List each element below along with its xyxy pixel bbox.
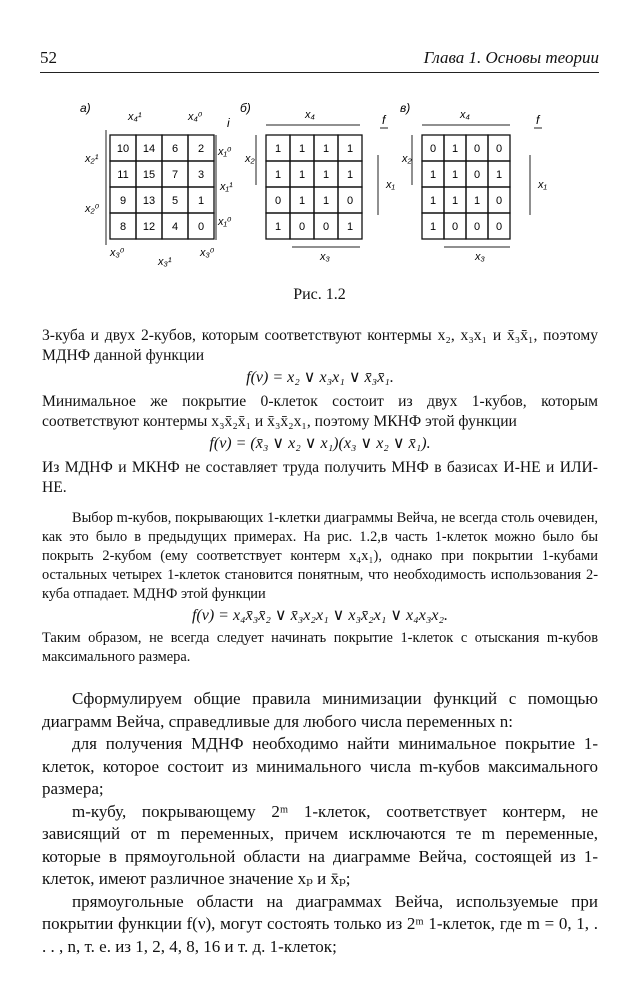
diagram-b-f-label: f <box>382 113 386 127</box>
diagram-b-cell-value: 0 <box>346 195 354 207</box>
diagram-a-f-label: i <box>227 116 230 130</box>
text-block-2 <box>42 509 598 667</box>
equation-3: f(ν) = x₄x̄₃x̄₂ ∨ x̄₃x₂x₁ ∨ x₃x̄₂x₁ ∨ x₄x₃x₂. <box>191 607 449 624</box>
diagram-a-right-label-1: x₁⁰ <box>218 146 232 158</box>
diagram-c-cell-value: 1 <box>429 221 437 233</box>
diagram-a-cell-value: 0 <box>197 221 205 233</box>
diagram-a-cell-value: 13 <box>142 195 156 207</box>
diagram-b-cell-value: 1 <box>298 195 306 207</box>
diagram-a-cell-value: 7 <box>171 169 179 181</box>
paragraph-1: 3-куба и двух 2-кубов, которым соответствуют контермы x₂, x₃x₁ и x̄₃x̄₁, поэтому МДНФ данной функции <box>42 327 598 364</box>
diagram-a-cell-value: 14 <box>142 143 156 155</box>
diagram-b-cell-value: 1 <box>274 169 282 181</box>
diagram-c-cell-value: 0 <box>429 143 437 155</box>
diagram-c-bottom-label: x₃ <box>475 251 485 263</box>
diagram-a-top-label-1: x₄¹ <box>128 111 142 123</box>
diagram-b-cell-value: 1 <box>322 195 330 207</box>
diagram-a-cell-value: 6 <box>171 143 179 155</box>
diagram-b-cell-value: 1 <box>346 143 354 155</box>
diagram-c-cell-value: 0 <box>473 143 481 155</box>
diagram-a-cell-value: 11 <box>117 169 129 181</box>
diagram-a-label: а) <box>80 101 91 115</box>
paragraph-4: Выбор m-кубов, покрывающих 1-клетки диаграммы Вейча, не всегда столь очевиден, как это было в предыдущих примерах. На рис. 1.2,в часть 1-клеток можно было бы покрыть 2-кубом (ему соответствует контерм x₄x₁), однако при покрытии 1-кубами остальных четырех 1-клеток становится понятным, что необходимость использования 2-куба отпадает. МДНФ этой функции <box>42 510 598 602</box>
diagram-b-cell-value: 1 <box>322 143 330 155</box>
diagram-c-cell-value: 0 <box>495 143 503 155</box>
diagram-b-left-label: x₂ <box>245 153 255 165</box>
diagram-a-cell-value: 12 <box>142 221 156 233</box>
figure-caption: Рис. 1.2 <box>293 286 346 303</box>
diagram-a-cell-value: 9 <box>119 195 127 207</box>
diagram-a-cell-value: 2 <box>197 143 205 155</box>
diagram-a-bottom-label-1: x₃⁰ <box>110 247 125 259</box>
diagram-b-cell-value: 1 <box>322 169 330 181</box>
diagram-a-cell-value: 4 <box>171 221 179 233</box>
diagram-a-left-label-1: x₂¹ <box>85 153 99 165</box>
diagram-b-top-label: x₄ <box>305 109 315 121</box>
diagram-b-cell-value: 0 <box>274 195 282 207</box>
diagram-c-left-label: x₂ <box>402 153 412 165</box>
paragraph-2: Минимальное же покрытие 0-клеток состоит из двух 1-кубов, которым соответствуют контермы x₃x̄₂x̄₁ и x̄₃x̄₂x₁, поэтому МКНФ этой функции <box>42 393 598 430</box>
page-header <box>40 46 599 73</box>
equation-2: f(ν) = (x̄₃ ∨ x₂ ∨ x₁)(x₃ ∨ x₂ ∨ x̄₁). <box>209 435 431 452</box>
diagram-c-cell-value: 0 <box>495 195 503 207</box>
diagram-c-cell-value: 1 <box>429 169 437 181</box>
diagram-b-right-label: x₁ <box>386 179 395 191</box>
diagram-c-cell-value: 1 <box>495 169 503 181</box>
text-block-3 <box>42 688 598 958</box>
diagram-b-cell-value: 1 <box>298 143 306 155</box>
diagram-a-bottom-label-2: x₃¹ <box>158 256 172 268</box>
diagram-a-cell-value: 8 <box>119 221 127 233</box>
paragraph-8: m-кубу, покрывающему 2ᵐ 1-клеток, соответствует контерм, не зависящий от m переменных, причем исключаются те m переменные, которые в прямоугольной области на диаграмме Вейча, состоящей из 1-клеток, имеют различное значение xₚ и x̄ₚ; <box>42 801 598 888</box>
diagram-b-cell-value: 1 <box>346 169 354 181</box>
page-number: 52 <box>40 48 57 67</box>
diagram-c-cell-value: 0 <box>473 169 481 181</box>
diagram-c-top-label: x₄ <box>460 109 470 121</box>
diagram-a-left-label-2: x₂⁰ <box>85 203 100 215</box>
diagram-c-label: в) <box>400 101 411 115</box>
diagram-a-cell-value: 3 <box>197 169 205 181</box>
paragraph-9: прямоугольные области на диаграммах Вейча, используемые при покрытии функции f(ν), могут состоять только из 2ᵐ 1-клеток, где m = 0, 1, . . . , n, т. е. из 1, 2, 4, 8, 16 и т. д. 1-клеток; <box>42 891 598 956</box>
diagram-b <box>240 101 396 263</box>
diagram-b-label: б) <box>240 101 251 115</box>
diagram-c-cell-value: 0 <box>451 221 459 233</box>
paragraph-5: Таким образом, не всегда следует начинать покрытие 1-клеток с отыскания m-кубов максимального размера. <box>42 630 598 665</box>
paragraph-6: Сформулируем общие правила минимизации функций с помощью диаграмм Вейча, справедливые для любого числа переменных n: <box>42 689 598 731</box>
diagram-a-bottom-label-3: x₃⁰ <box>200 247 215 259</box>
text-block-1 <box>42 326 598 498</box>
diagram-a-top-label-2: x₄⁰ <box>188 111 203 123</box>
diagram-b-bottom-label: x₃ <box>320 251 330 263</box>
diagram-c-cell-value: 0 <box>473 221 481 233</box>
diagram-a-cell-value: 15 <box>142 169 156 181</box>
diagram-a-cell-value: 5 <box>171 195 179 207</box>
diagram-c-cell-value: 1 <box>429 195 437 207</box>
chapter-title: Глава 1. Основы теории <box>423 48 599 67</box>
diagram-a-right-label-2: x₁¹ <box>220 181 233 193</box>
diagram-b-cell-value: 0 <box>322 221 330 233</box>
diagram-a-cell-value: 1 <box>197 195 205 207</box>
diagram-b-cell-value: 0 <box>298 221 306 233</box>
diagram-c-right-label: x₁ <box>538 179 547 191</box>
diagram-a <box>80 101 233 268</box>
diagram-a-cell-value: 10 <box>116 143 130 155</box>
diagram-b-cell-value: 1 <box>274 221 282 233</box>
diagram-b-cell-value: 1 <box>298 169 306 181</box>
diagram-c-cell-value: 1 <box>451 169 459 181</box>
diagram-c-cell-value: 1 <box>451 195 459 207</box>
diagram-c <box>400 101 548 263</box>
diagram-c-cell-value: 1 <box>451 143 459 155</box>
diagram-b-cell-value: 1 <box>346 221 354 233</box>
diagram-b-cell-value: 1 <box>274 143 282 155</box>
diagram-c-cell-value: 1 <box>473 195 481 207</box>
diagram-c-f-label: f <box>536 113 540 127</box>
equation-1: f(ν) = x₂ ∨ x₃x₁ ∨ x̄₃x̄₁. <box>246 369 394 386</box>
diagram-a-right-label-3: x₁⁰ <box>218 216 232 228</box>
diagram-c-cell-value: 0 <box>495 221 503 233</box>
paragraph-7: для получения МДНФ необходимо найти минимальное покрытие 1-клеток, которое состоит из минимального числа m-кубов максимального размера; <box>42 734 598 798</box>
paragraph-3: Из МДНФ и МКНФ не составляет труда получить МНФ в базисах И-НЕ и ИЛИ-НЕ. <box>42 459 598 496</box>
figure-veitch-diagrams <box>70 100 590 275</box>
